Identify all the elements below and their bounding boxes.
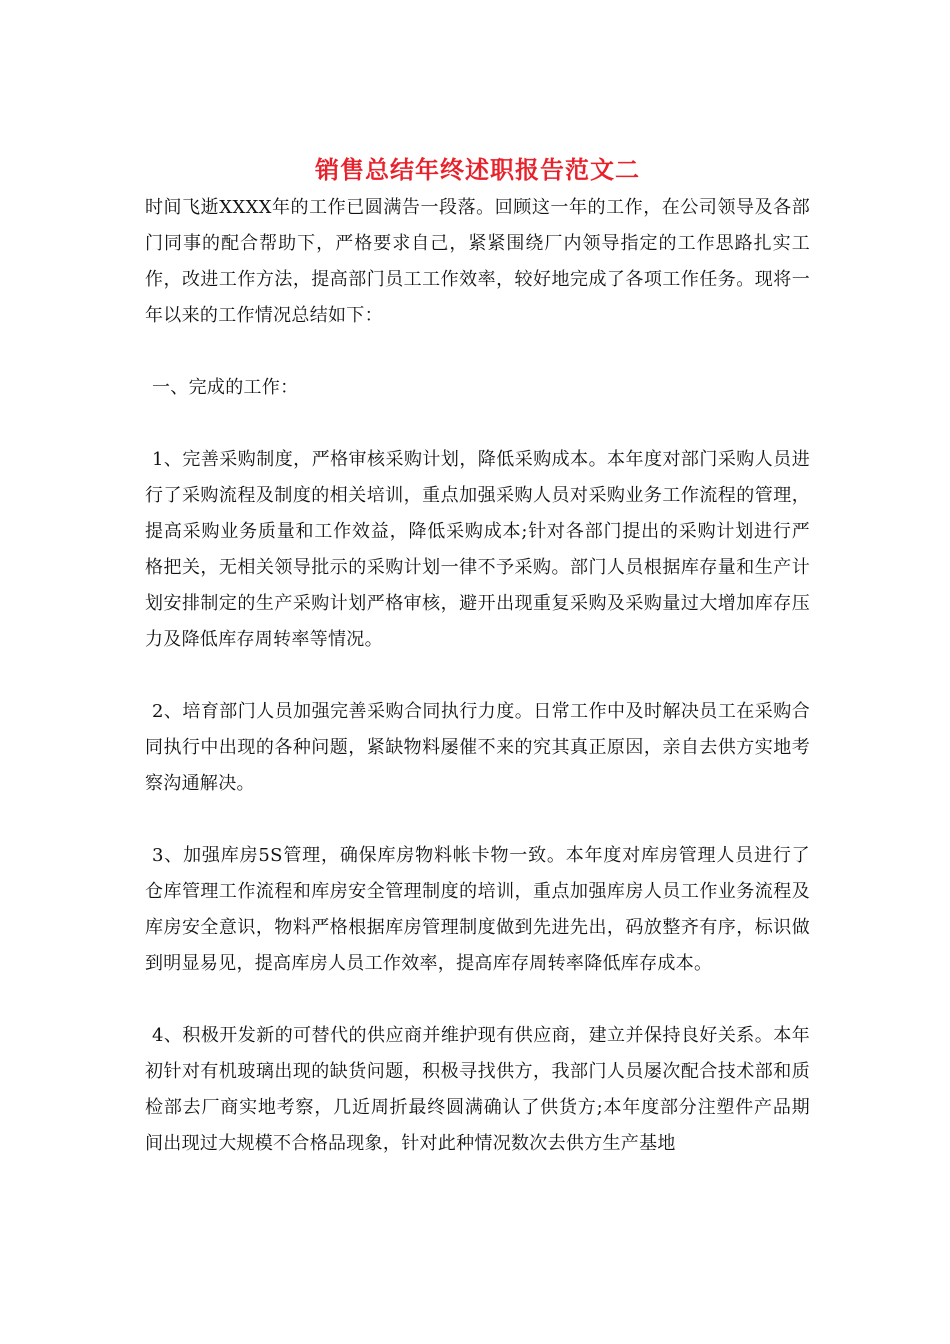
item-paragraph-3: 3、加强库房5S管理，确保库房物料帐卡物一致。本年度对库房管理人员进行了仓库管理工作流程和库房安全管理制度的培训，重点加强库房人员工作业务流程及库房安全意识，物料严格根据库房管理制度做到先进先出，码放整齐有序，标识做到明显易见，提高库房人员工作效率，提高库存周转率降低库存成本。 (145, 845, 810, 974)
section-heading-completed-work: 一、完成的工作： (152, 377, 299, 398)
paragraph-spacer (145, 406, 810, 442)
paragraph-spacer (145, 334, 810, 370)
intro-paragraph: 时间飞逝XXXX年的工作已圆满告一段落。回顾这一年的工作，在公司领导及各部门同事的配合帮助下，严格要求自己，紧紧围绕厂内领导指定的工作思路扎实工作，改进工作方法，提高部门员工工作效率，较好地完成了各项工作任务。现将一年以来的工作情况总结如下： (145, 197, 810, 326)
paragraph-spacer (145, 658, 810, 694)
paragraph-spacer (145, 982, 810, 1018)
document-body (145, 150, 810, 1162)
item-paragraph-2: 2、培育部门人员加强完善采购合同执行力度。日常工作中及时解决员工在采购合同执行中出现的各种问题，紧缺物料屡催不来的究其真正原因，亲自去供方实地考察沟通解决。 (145, 701, 810, 794)
item-paragraph-1: 1、完善采购制度，严格审核采购计划，降低采购成本。本年度对部门采购人员进行了采购流程及制度的相关培训，重点加强采购人员对采购业务工作流程的管理，提高采购业务质量和工作效益，降低采购成本;针对各部门提出的采购计划进行严格把关，无相关领导批示的采购计划一律不予采购。部门人员根据库存量和生产计划安排制定的生产采购计划严格审核，避开出现重复采购及采购量过大增加库存压力及降低库存周转率等情况。 (145, 449, 810, 650)
item-paragraph-4: 4、积极开发新的可替代的供应商并维护现有供应商，建立并保持良好关系。本年初针对有机玻璃出现的缺货问题，积极寻找供方，我部门人员屡次配合技术部和质检部去厂商实地考察，几近周折最终圆满确认了供货方;本年度部分注塑件产品期间出现过大规模不合格品现象，针对此种情况数次去供方生产基地 (145, 1025, 810, 1154)
paragraph-spacer (145, 802, 810, 838)
document-title: 销售总结年终述职报告范文二 (315, 155, 640, 184)
